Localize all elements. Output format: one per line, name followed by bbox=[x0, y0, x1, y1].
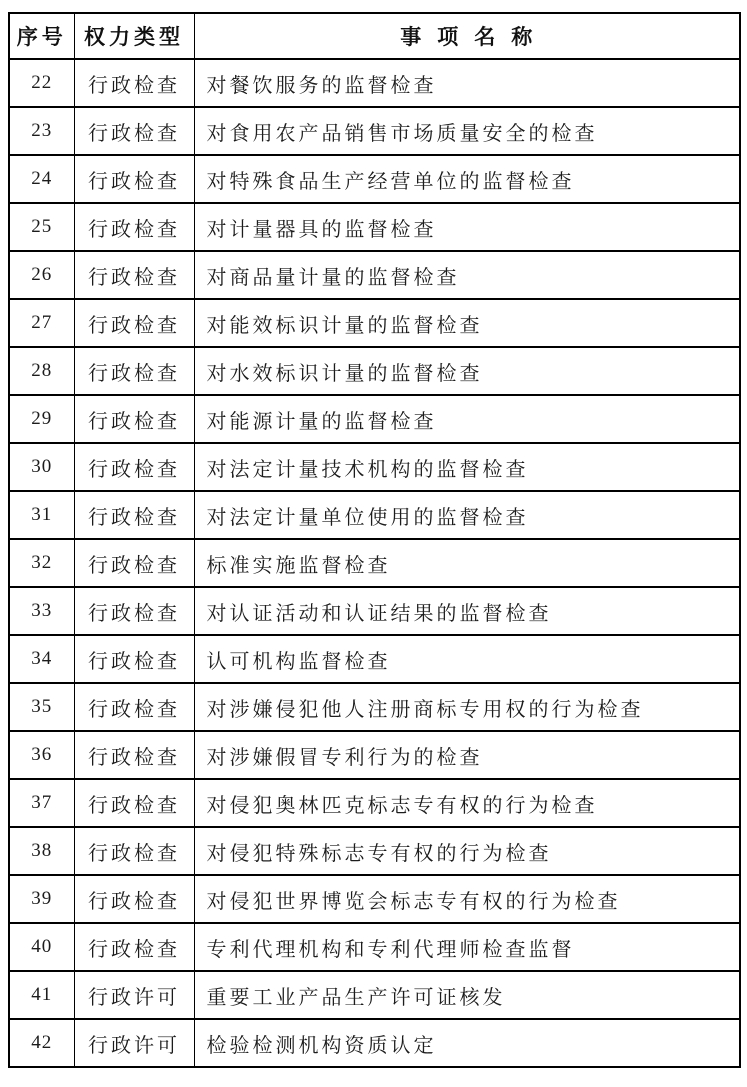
cell-item-name: 对能源计量的监督检查 bbox=[194, 395, 740, 443]
cell-item-name: 对侵犯世界博览会标志专有权的行为检查 bbox=[194, 875, 740, 923]
cell-sequence-number: 38 bbox=[9, 827, 74, 875]
cell-item-name: 重要工业产品生产许可证核发 bbox=[194, 971, 740, 1019]
cell-sequence-number: 37 bbox=[9, 779, 74, 827]
cell-sequence-number: 41 bbox=[9, 971, 74, 1019]
table-row bbox=[9, 59, 740, 107]
cell-power-type: 行政检查 bbox=[74, 251, 194, 299]
cell-sequence-number: 33 bbox=[9, 587, 74, 635]
cell-sequence-number: 25 bbox=[9, 203, 74, 251]
table-row bbox=[9, 251, 740, 299]
cell-item-name: 标准实施监督检查 bbox=[194, 539, 740, 587]
table-row bbox=[9, 923, 740, 971]
cell-power-type: 行政检查 bbox=[74, 587, 194, 635]
cell-power-type: 行政检查 bbox=[74, 923, 194, 971]
table-row bbox=[9, 107, 740, 155]
cell-power-type: 行政检查 bbox=[74, 443, 194, 491]
cell-item-name: 对法定计量技术机构的监督检查 bbox=[194, 443, 740, 491]
table-row bbox=[9, 539, 740, 587]
cell-item-name: 专利代理机构和专利代理师检查监督 bbox=[194, 923, 740, 971]
cell-item-name: 对侵犯奥林匹克标志专有权的行为检查 bbox=[194, 779, 740, 827]
table-header bbox=[9, 13, 740, 59]
table-row bbox=[9, 779, 740, 827]
column-header-item: 事项名称 bbox=[194, 13, 740, 59]
cell-power-type: 行政检查 bbox=[74, 299, 194, 347]
table-row bbox=[9, 731, 740, 779]
cell-power-type: 行政检查 bbox=[74, 635, 194, 683]
cell-power-type: 行政许可 bbox=[74, 1019, 194, 1067]
cell-sequence-number: 31 bbox=[9, 491, 74, 539]
cell-item-name: 检验检测机构资质认定 bbox=[194, 1019, 740, 1067]
table-row bbox=[9, 299, 740, 347]
table-row bbox=[9, 875, 740, 923]
column-header-type: 权力类型 bbox=[74, 13, 194, 59]
cell-sequence-number: 35 bbox=[9, 683, 74, 731]
cell-sequence-number: 22 bbox=[9, 59, 74, 107]
cell-power-type: 行政检查 bbox=[74, 491, 194, 539]
table-row bbox=[9, 971, 740, 1019]
cell-power-type: 行政检查 bbox=[74, 731, 194, 779]
table-row bbox=[9, 395, 740, 443]
cell-sequence-number: 40 bbox=[9, 923, 74, 971]
cell-item-name: 对法定计量单位使用的监督检查 bbox=[194, 491, 740, 539]
cell-power-type: 行政检查 bbox=[74, 59, 194, 107]
cell-power-type: 行政检查 bbox=[74, 539, 194, 587]
cell-power-type: 行政检查 bbox=[74, 107, 194, 155]
cell-power-type: 行政检查 bbox=[74, 395, 194, 443]
cell-item-name: 对认证活动和认证结果的监督检查 bbox=[194, 587, 740, 635]
cell-item-name: 对能效标识计量的监督检查 bbox=[194, 299, 740, 347]
cell-power-type: 行政检查 bbox=[74, 155, 194, 203]
table-row bbox=[9, 155, 740, 203]
cell-item-name: 对食用农产品销售市场质量安全的检查 bbox=[194, 107, 740, 155]
cell-sequence-number: 36 bbox=[9, 731, 74, 779]
table-body bbox=[9, 59, 740, 1067]
cell-item-name: 对涉嫌假冒专利行为的检查 bbox=[194, 731, 740, 779]
cell-sequence-number: 42 bbox=[9, 1019, 74, 1067]
table-row bbox=[9, 347, 740, 395]
cell-item-name: 对餐饮服务的监督检查 bbox=[194, 59, 740, 107]
cell-sequence-number: 28 bbox=[9, 347, 74, 395]
table-row bbox=[9, 587, 740, 635]
cell-item-name: 对侵犯特殊标志专有权的行为检查 bbox=[194, 827, 740, 875]
table-row bbox=[9, 827, 740, 875]
cell-power-type: 行政检查 bbox=[74, 875, 194, 923]
cell-sequence-number: 23 bbox=[9, 107, 74, 155]
table-row bbox=[9, 1019, 740, 1067]
table-row bbox=[9, 203, 740, 251]
cell-sequence-number: 39 bbox=[9, 875, 74, 923]
cell-sequence-number: 24 bbox=[9, 155, 74, 203]
header-row bbox=[9, 13, 740, 59]
cell-item-name: 对特殊食品生产经营单位的监督检查 bbox=[194, 155, 740, 203]
column-header-no: 序号 bbox=[9, 13, 74, 59]
cell-power-type: 行政检查 bbox=[74, 683, 194, 731]
cell-item-name: 认可机构监督检查 bbox=[194, 635, 740, 683]
cell-item-name: 对涉嫌侵犯他人注册商标专用权的行为检查 bbox=[194, 683, 740, 731]
cell-sequence-number: 34 bbox=[9, 635, 74, 683]
cell-sequence-number: 30 bbox=[9, 443, 74, 491]
cell-sequence-number: 26 bbox=[9, 251, 74, 299]
cell-power-type: 行政检查 bbox=[74, 347, 194, 395]
table-row bbox=[9, 491, 740, 539]
cell-power-type: 行政检查 bbox=[74, 827, 194, 875]
cell-power-type: 行政检查 bbox=[74, 203, 194, 251]
cell-item-name: 对计量器具的监督检查 bbox=[194, 203, 740, 251]
cell-power-type: 行政检查 bbox=[74, 779, 194, 827]
table-row bbox=[9, 683, 740, 731]
cell-sequence-number: 32 bbox=[9, 539, 74, 587]
cell-power-type: 行政许可 bbox=[74, 971, 194, 1019]
cell-item-name: 对水效标识计量的监督检查 bbox=[194, 347, 740, 395]
cell-sequence-number: 29 bbox=[9, 395, 74, 443]
table-row bbox=[9, 635, 740, 683]
power-items-table bbox=[8, 12, 741, 1068]
cell-item-name: 对商品量计量的监督检查 bbox=[194, 251, 740, 299]
table-row bbox=[9, 443, 740, 491]
cell-sequence-number: 27 bbox=[9, 299, 74, 347]
